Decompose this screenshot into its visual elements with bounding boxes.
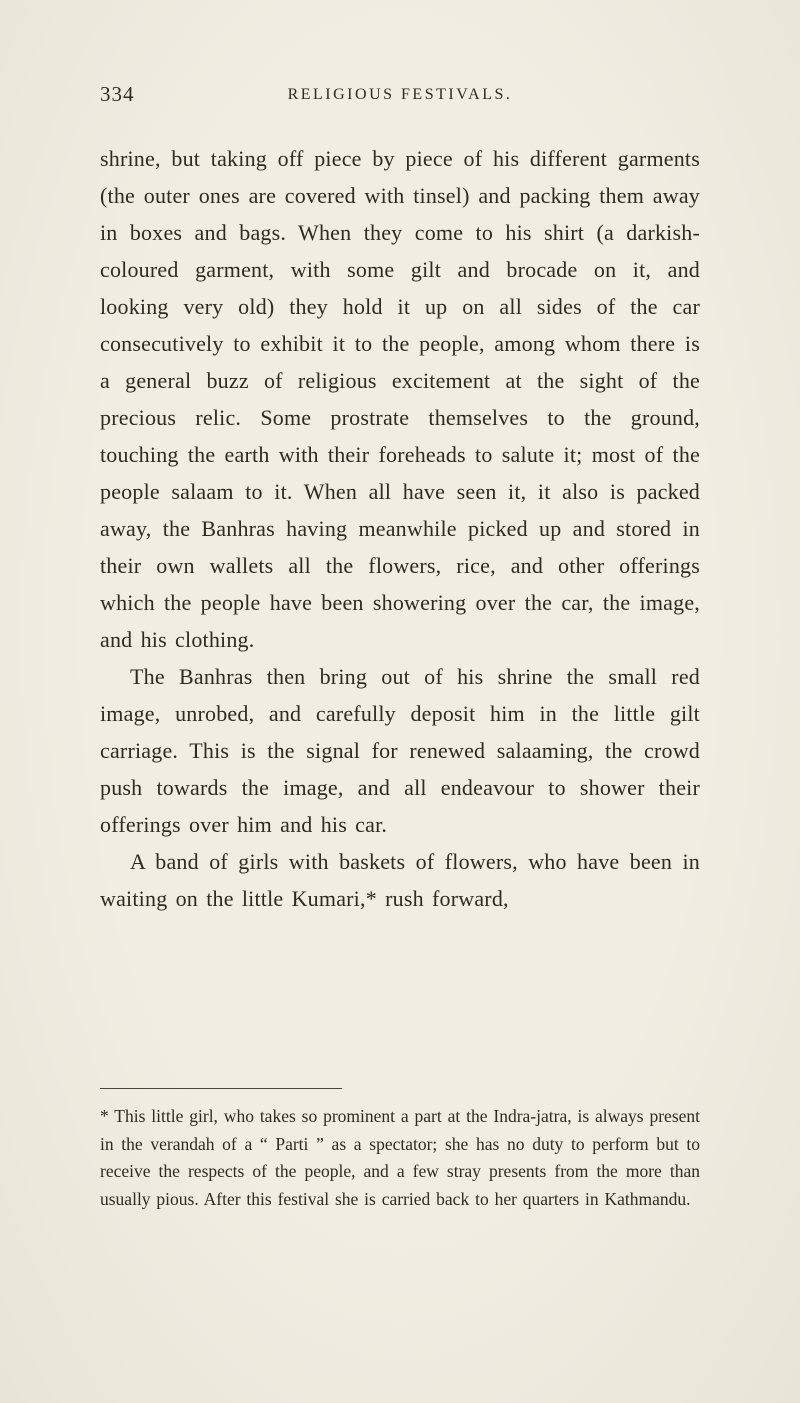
page-body [100, 140, 700, 917]
footnote-rule [100, 1088, 342, 1089]
footnote-text: * This little girl, who takes so prominent a part at the Indra-jatra, is always present in the verandah of a “ Parti ” as a spectator; she has no duty to perform but to receive the respects of the people, and a few stray presents from the more than usually pious. After this festival she is carried back to her quarters in Kathmandu. [100, 1106, 701, 1209]
page-header [100, 82, 700, 110]
paragraph: The Banhras then bring out of his shrine the small red image, unrobed, and carefully deposit him in the little gilt carriage. This is the signal for renewed salaaming, the crowd push towards the image, and all endeavour to shower their offerings over him and his car. [100, 664, 700, 837]
page-number: 334 [100, 82, 135, 106]
paragraph-continuation: shrine, but taking off piece by piece of his different garments (the outer ones are covered with tinsel) and packing them away in boxes and bags. When they come to his shirt (a darkish-coloured garment, with some gilt and brocade on it, and looking very old) they hold it up on all sides of the car consecutively to exhibit it to the people, among whom there is a general buzz of religious excitement at the sight of the precious relic. Some prostrate themselves to the ground, touching the earth with their foreheads to salute it; most of the people salaam to it. When all have seen it, it also is packed away, the Banhras having meanwhile picked up and stored in their own wallets all the flowers, rice, and other offerings which the people have been showering over the car, the image, and his clothing. [100, 146, 700, 652]
paragraph: A band of girls with baskets of flowers, who have been in waiting on the little Kumari,* rush forward, [100, 849, 700, 911]
footnote-area [100, 1088, 700, 1213]
running-header: RELIGIOUS FESTIVALS. [287, 86, 513, 103]
